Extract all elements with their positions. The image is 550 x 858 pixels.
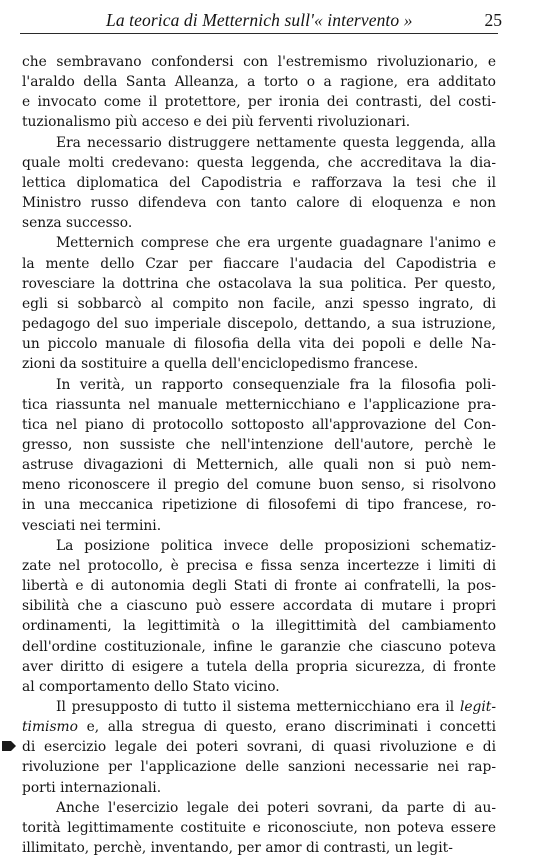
text-line: e invocato come il protettore, per ironia dei contrasti, del costi- <box>22 94 496 111</box>
text-line: sibilità che a ciascuno può essere accordata di mutare i propri <box>22 598 496 615</box>
text-line: Era necessario distruggere nettamente questa leggenda, alla <box>56 134 496 151</box>
text-line: senza successo. <box>22 215 133 232</box>
text-line: lettica diplomatica del Capodistria e rafforzava la tesi che il <box>22 174 496 191</box>
text-line: astruse divagazioni di Metternich, alle quali non si può nem- <box>22 457 496 474</box>
text-line: tuzionalismo più acceso e dei più ferventi rivoluzionari. <box>22 114 411 131</box>
text-line: gresso, non sussiste che nell'intenzione dell'autore, perchè le <box>22 436 496 453</box>
text-line: la mente dello Czar per fiaccare l'audacia del Capodistria e <box>22 255 496 272</box>
text-line: che sembravano confondersi con l'estremismo rivoluzionario, e <box>22 54 496 70</box>
paragraph <box>22 52 496 133</box>
text-line: porti internazionali. <box>22 779 162 796</box>
text-line: aver diritto di esigere a tutela della propria sicurezza, di fronte <box>22 658 496 675</box>
paragraph <box>22 536 496 697</box>
text-line: vesciati nei termini. <box>22 517 162 534</box>
running-header <box>20 8 502 30</box>
paragraph <box>22 233 496 374</box>
text-line: in una meccanica ripetizione di filosofemi di tipo francese, ro- <box>22 497 496 514</box>
text-line: pedagogo del suo imperiale discepolo, dettando, a sua istruzione, <box>22 316 496 333</box>
text-line: timismo e, alla stregua di questo, erano discriminati i concetti <box>22 719 496 736</box>
text-line: quale molti credevano: questa leggenda, che accreditava la dia- <box>22 154 496 171</box>
text-line: di esercizio legale dei poteri sovrani, di quasi rivoluzione e di <box>22 739 496 756</box>
text-line: libertà e di autonomia degli Stati di fronte ai confratelli, la pos- <box>22 578 496 595</box>
text-line: meno riconoscere il pregio del comune buon senso, si risolvono <box>22 477 496 494</box>
running-title: La teorica di Metternich sull'« intervento » <box>106 10 413 30</box>
text-line: rivoluzione per l'applicazione delle sanzioni necessarie nei rap- <box>22 759 496 776</box>
paragraph <box>22 133 496 234</box>
text-line: l'araldo della Santa Alleanza, a torto o a ragione, era additato <box>22 74 496 91</box>
text-line: egli si sobbarcò al compito non facile, anzi spesso ingrato, di <box>22 295 496 312</box>
text-line: Il presupposto di tutto il sistema metternicchiano era il legit- <box>56 699 496 715</box>
margin-pointer-icon <box>2 740 16 752</box>
text-line: La posizione politica invece delle proposizioni schematiz- <box>56 537 496 554</box>
text-line: ordinamenti, la legittimità o la illegittimità del cambiamento <box>22 618 496 635</box>
paragraph <box>22 697 496 798</box>
text-line: Ministro russo difendeva con tanto calore di eloquenza e non <box>22 195 496 212</box>
text-line: tica riassunta nel manuale metternicchiano e l'applicazione pra- <box>22 396 496 413</box>
text-line: un piccolo manuale di filosofia della vita dei popoli e delle Na- <box>22 336 496 353</box>
text-line: illimitato, perchè, inventando, per amor di contrasti, un legit- <box>22 840 453 857</box>
text-line: tica nel piano di protocollo sottoposto all'approvazione del Con- <box>22 416 496 433</box>
text-line: torità legittimamente costituite e riconosciute, non poteva essere <box>22 819 496 836</box>
text-line: rovesciare la dottrina che ostacolava la sua politica. Per questo, <box>22 275 496 292</box>
text-line: dell'ordine costituzionale, infine le garanzie che ciascuno poteva <box>22 638 496 655</box>
header-rule <box>20 33 498 34</box>
text-line: zioni da sostituire a quella dell'enciclopedismo francese. <box>22 356 419 373</box>
text-line: Anche l'esercizio legale dei poteri sovrani, da parte di au- <box>56 799 496 816</box>
text-line: zate nel protocollo, è precisa e fissa senza incertezze i limiti di <box>22 557 496 574</box>
text-line: Metternich comprese che era urgente guadagnare l'animo e <box>56 235 496 252</box>
paragraph <box>22 375 496 536</box>
text-line: In verità, un rapporto consequenziale fra la filosofia poli- <box>56 376 496 393</box>
text-line: al comportamento dello Stato vicino. <box>22 678 280 695</box>
paragraph <box>22 798 496 858</box>
page-number: 25 <box>484 10 502 30</box>
body-text <box>22 52 496 858</box>
